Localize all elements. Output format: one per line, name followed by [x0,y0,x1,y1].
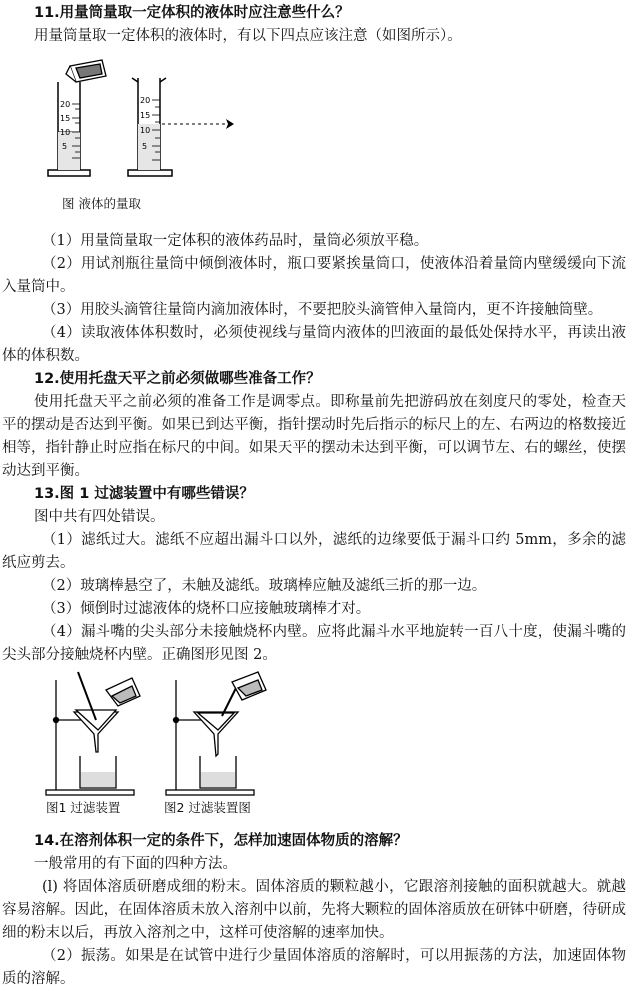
scale-label: 5 [142,142,148,151]
scale-label: 10 [60,128,71,137]
q13-item-2: （2）玻璃棒悬空了，未触及滤纸。玻璃棒应触及滤纸三折的那一边。 [42,578,487,594]
q14-intro: 一般常用的有下面的四种方法。 [34,856,237,872]
scale-label: 15 [140,111,151,120]
q11-intro: 用量筒量取一定体积的液体时，有以下四点应该注意（如图所示）。 [34,28,462,44]
scale-label: 5 [62,142,68,151]
q13-intro: 图中共有四处错误。 [34,509,165,525]
q12-title: 12.使用托盘天平之前必须做哪些准备工作？ [34,371,321,387]
scale-label: 20 [60,100,71,109]
q13-item-4: （4）漏斗嘴的尖头部分未接触烧杯内壁。应将此漏斗水平地旋转一百八十度，使漏斗嘴的尖头部分接触烧杯内壁。正确图形见图 2。 [2,624,626,663]
q11-title: 11.用量筒量取一定体积的液体时应注意些什么？ [34,5,350,21]
q11-item-2: （2）用试剂瓶往量筒中倾倒液体时，瓶口要紧挨量筒口，使液体沿着量筒内壁缓缓向下流入量筒中。 [2,256,626,295]
scale-label: 20 [140,96,151,105]
scale-label: 10 [140,126,151,135]
q14-item-1: (l) 将固体溶质研磨成细的粉末。固体溶质的颗粒越小，它跟溶剂接触的面积就越大。就越容易溶解。因此，在固体溶质未放入溶剂中以前，先将大颗粒的固体溶质放在研钵中研磨，待研成细的粉末以后，再放入溶剂之中，这样可使溶解的速率加快。 [2,879,626,941]
q14-title: 14.在溶剂体积一定的条件下，怎样加速固体物质的溶解？ [34,833,408,849]
q11-item-1: （1）用量筒量取一定体积的液体药品时，量筒必须放平稳。 [42,233,429,249]
scale-label: 15 [60,114,71,123]
q12-body: 使用托盘天平之前必须的准备工作是调零点。即称量前先把游码放在刻度尺的零处，检查天平的摆动是否达到平衡。如果已到达平衡，指针摆动时先后指示的标尺上的左、右两边的格数接近相等，指针静止时应指在标尺的中间。如果天平的摆动未达到平衡，可以调节左、右的螺丝，使摆动达到平衡。 [2,394,626,479]
q11-item-4: （4）读取液体体积数时，必须使视线与量筒内液体的凹液面的最低处保持水平，再读出液体的体积数。 [2,325,626,364]
eye-arrow-icon [226,119,234,129]
filtration-caption-2: 图2 过滤装置图 [164,800,251,815]
q13-item-3: （3）倾倒时过滤液体的烧杯口应接触玻璃棒才对。 [42,601,371,617]
q14-item-2: （2）振荡。如果是在试管中进行少量固体溶质的溶解时，可以用振荡的方法，加速固体物质的溶解。 [2,948,626,987]
q11-item-3: （3）用胶头滴管往量筒内滴加液体时，不要把胶头滴管伸入量筒内，更不许接触筒壁。 [42,302,603,318]
q13-item-1: （1）滤纸过大。滤纸不应超出漏斗口以外，滤纸的边缘要低于漏斗口约 5mm，多余的滤纸应剪去。 [2,532,626,571]
cylinder-figure [40,52,240,212]
q13-title: 13.图 1 过滤装置中有哪些错误？ [34,486,254,502]
cylinder-figure-caption: 图 液体的量取 [62,196,141,211]
filtration-figure [40,668,300,818]
filtration-caption-1: 图1 过滤装置 [46,800,121,815]
measuring-cylinder-illustration [40,52,240,212]
